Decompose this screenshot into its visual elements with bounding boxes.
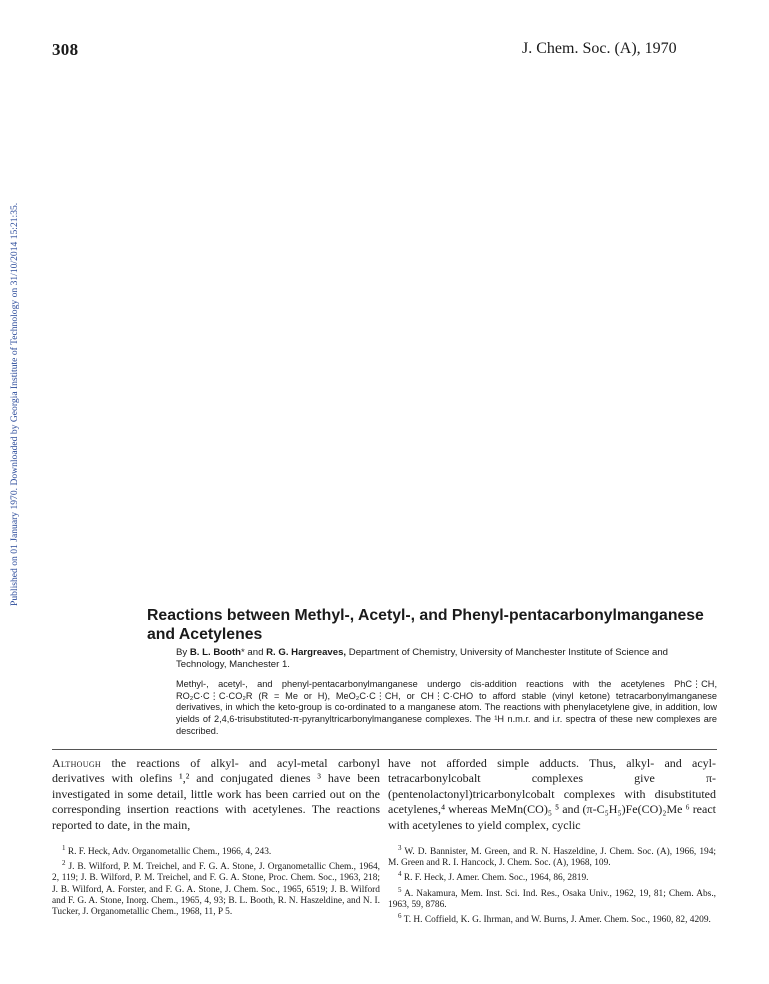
publication-side-note: Published on 01 January 1970. Downloaded by Georgia Institute of Technology on 31/10/2014 15:21:35. [9, 202, 20, 606]
lead-word: Although [52, 756, 101, 770]
left-column [52, 756, 380, 918]
footnote [388, 843, 716, 869]
footnote-text: W. D. Bannister, M. Green, and R. N. Haszeldine, J. Chem. Soc. (A), 1966, 194; M. Green and R. I. Hancock, J. Chem. Soc. (A), 1968, 109. [388, 847, 716, 869]
author-2: R. G. Hargreaves, [266, 647, 347, 658]
footnote [52, 858, 380, 918]
footnote-text: R. F. Heck, J. Amer. Chem. Soc., 1964, 86, 2819. [403, 873, 589, 884]
footnote-number: 4 [398, 870, 402, 879]
footnote-text: A. Nakamura, Mem. Inst. Sci. Ind. Res., Osaka Univ., 1962, 19, 81; Chem. Abs., 1963, 59, 8786. [388, 888, 717, 910]
right-column [388, 756, 716, 926]
affiliation: Department of Chemistry, University of Manchester Institute of Science and Technology, Manchester 1. [176, 647, 668, 670]
authors-affiliation [176, 647, 716, 671]
footnote [388, 885, 716, 911]
author-1: B. L. Booth [189, 647, 242, 658]
article-title: Reactions between Methyl-, Acetyl-, and Phenyl-pentacarbonylmanganese and Acetylenes [147, 607, 704, 643]
authors-prefix: By [176, 647, 190, 658]
footnote [388, 911, 716, 926]
abstract: Methyl-, acetyl-, and phenyl-pentacarbonylmanganese undergo cis-addition reactions with the acetylenes PhC⋮CH, RO₂C·C⋮C·CO₂R (R = Me or H), MeO₂C·C⋮CH, or CH⋮C·CHO to afford stable (vinyl ketone) tetracarbonylmanganese derivatives, in which the keto-group is co-ordinated to a manganese atom. The reactions with phenylacetylene give, in addition, low yields of 2,4,6-trisubstituted-π-pyranyltricarbonylmanganese complexes. The ¹H n.m.r. and i.r. spectra of these new complexes are described. [176, 679, 717, 736]
page-number: 308 [52, 40, 79, 59]
footnote-text: J. B. Wilford, P. M. Treichel, and F. G. A. Stone, J. Organometallic Chem., 1964, 2, 119; J. B. Wilford, P. M. Treichel, and F. G. A. Stone, Proc. Chem. Soc., 1963, 218; J. B. Wilford, A. Forster, and F. G. A. Stone, J. Chem. Soc., 1965, 6519; J. B. Wilford and F. G. A. Stone, Inorg. Chem., 1965, 4, 93; B. L. Booth, R. N. Haszeldine, and N. I. Tucker, J. Organometallic Chem., 1968, 11, P 5. [52, 862, 380, 917]
footnote-number: 3 [398, 844, 402, 853]
footnote-number: 1 [62, 844, 66, 853]
body-paragraph-left [52, 756, 380, 833]
body-paragraph-right: have not afforded simple adducts. Thus, alkyl- and acyl-tetracarbonylcobalt complexes give π-(pentenolactonyl)tricarbonylcobalt complexes with disubstituted acetylenes,⁴ whereas MeMn(CO)₅ ⁵ and (π-C₅H₅)Fe(CO)₂Me ⁶ react with acetylenes to yield complex, cyclic [388, 756, 716, 832]
footnote-number: 5 [398, 885, 402, 894]
footnote-text: R. F. Heck, Adv. Organometallic Chem., 1966, 4, 243. [67, 847, 272, 858]
footnote [52, 843, 380, 858]
footnote-number: 6 [398, 911, 402, 920]
footnote-text: T. H. Coffield, K. G. Ihrman, and W. Burns, J. Amer. Chem. Soc., 1960, 82, 4209. [403, 915, 711, 925]
footnotes-right [388, 843, 716, 926]
body-text-left: the reactions of alkyl- and acyl-metal carbonyl derivatives with olefins ¹,² and conjugated dienes ³ have been investigated in some detail, little work has been carried out on the corresponding insertion reactions with acetylenes. The reactions reported to date, in the main, [52, 756, 380, 832]
abstract-divider [52, 749, 717, 750]
footnote-number: 2 [62, 859, 66, 868]
footnotes-left [52, 843, 380, 918]
journal-title: J. Chem. Soc. (A), 1970 [522, 40, 677, 57]
footnote [388, 869, 716, 884]
author-separator: * and [241, 647, 267, 658]
